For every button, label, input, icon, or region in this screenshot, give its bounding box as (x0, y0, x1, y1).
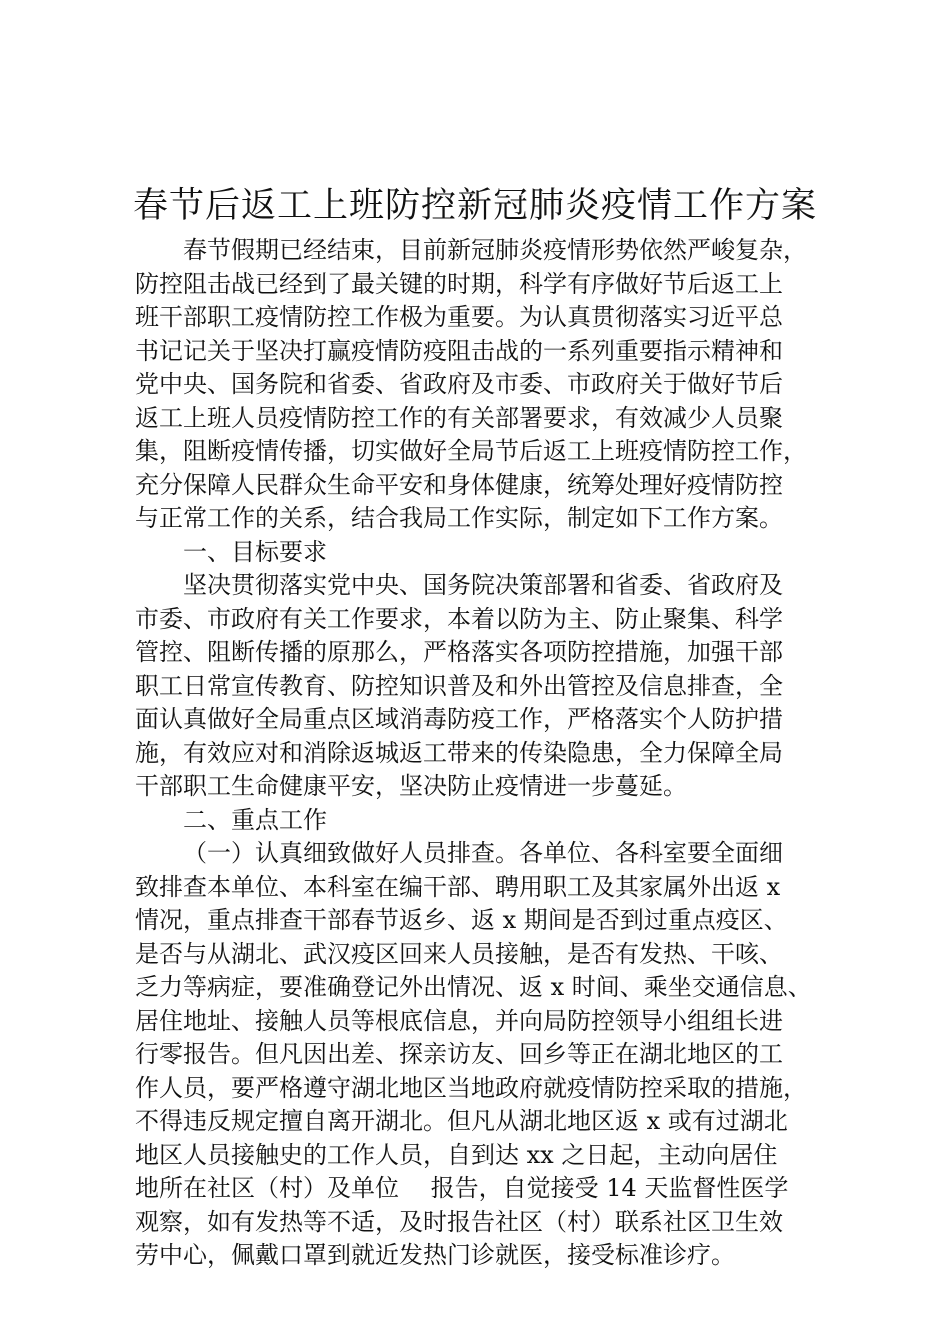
text-line: 充分保障人民群众生命平安和身体健康，统筹处理好疫情防控 (135, 470, 783, 499)
text-line: 地区人员接触史的工作人员，自到达 xx 之日起，主动向居住 (135, 1140, 778, 1169)
text-line: 管控、阻断传播的原那么，严格落实各项防控措施，加强干部 (135, 638, 783, 666)
text-line: 春节假期已经结束，目前新冠肺炎疫情形势依然严峻复杂， (183, 236, 807, 264)
document-title: 春节后返工上班防控新冠肺炎疫情工作方案 (132, 186, 817, 226)
text-line: 与正常工作的关系，结合我局工作实际，制定如下工作方案。 (135, 504, 783, 532)
text-line: 一、目标要求 (183, 537, 327, 566)
text-line: 二、重点工作 (183, 805, 327, 834)
text-line: 劳中心，佩戴口罩到就近发热门诊就医，接受标准诊疗。 (135, 1241, 735, 1269)
text-line: 施，有效应对和消除返城返工带来的传染隐患，全力保障全局 (135, 738, 783, 767)
text-line: 干部职工生命健康平安，坚决防止疫情进一步蔓延。 (135, 772, 687, 800)
text-line: 地所在社区（村）及单位 报告，自觉接受 14 天监督性医学 (135, 1174, 789, 1202)
text-line: 坚决贯彻落实党中央、国务院决策部署和省委、省政府及 (183, 571, 783, 599)
text-line: 是否与从湖北、武汉疫区回来人员接触，是否有发热、干咳、 (135, 939, 783, 968)
text-line: 情况，重点排查干部春节返乡、返 x 期间是否到过重点疫区、 (135, 906, 788, 934)
document-body (135, 234, 820, 1273)
text-line: 乏力等病症，要准确登记外出情况、返 x 时间、乘坐交通信息、 (135, 973, 812, 1001)
text-line: 不得违反规定擅自离开湖北。但凡从湖北地区返 x 或有过湖北 (135, 1107, 788, 1135)
text-line: 致排查本单位、本科室在编干部、聘用职工及其家属外出返 x (135, 872, 781, 901)
text-line: 职工日常宣传教育、防控知识普及和外出管控及信息排查，全 (135, 671, 783, 700)
text-line: 行零报告。但凡因出差、探亲访友、回乡等正在湖北地区的工 (135, 1040, 783, 1068)
text-line: （一）认真细致做好人员排查。各单位、各科室要全面细 (183, 839, 783, 867)
text-line: 集，阻断疫情传播，切实做好全局节后返工上班疫情防控工作， (135, 437, 807, 465)
text-line: 班干部职工疫情防控工作极为重要。为认真贯彻落实习近平总 (135, 303, 783, 331)
text-line: 市委、市政府有关工作要求，本着以防为主、防止聚集、科学 (135, 604, 783, 633)
text-line: 面认真做好全局重点区域消毒防疫工作，严格落实个人防护措 (135, 705, 783, 733)
text-line: 书记记关于坚决打赢疫情防疫阻击战的一系列重要指示精神和 (135, 336, 783, 365)
text-line: 党中央、国务院和省委、省政府及市委、市政府关于做好节后 (135, 370, 783, 398)
text-line: 作人员，要严格遵守湖北地区当地政府就疫情防控采取的措施， (135, 1073, 807, 1102)
text-line: 返工上班人员疫情防控工作的有关部署要求，有效减少人员聚 (135, 403, 783, 432)
text-line: 防控阻击战已经到了最关键的时期，科学有序做好节后返工上 (135, 269, 783, 298)
text-line: 观察，如有发热等不适，及时报告社区（村）联系社区卫生效 (135, 1207, 783, 1236)
text-line: 居住地址、接触人员等根底信息，并向局防控领导小组组长进 (135, 1006, 783, 1035)
